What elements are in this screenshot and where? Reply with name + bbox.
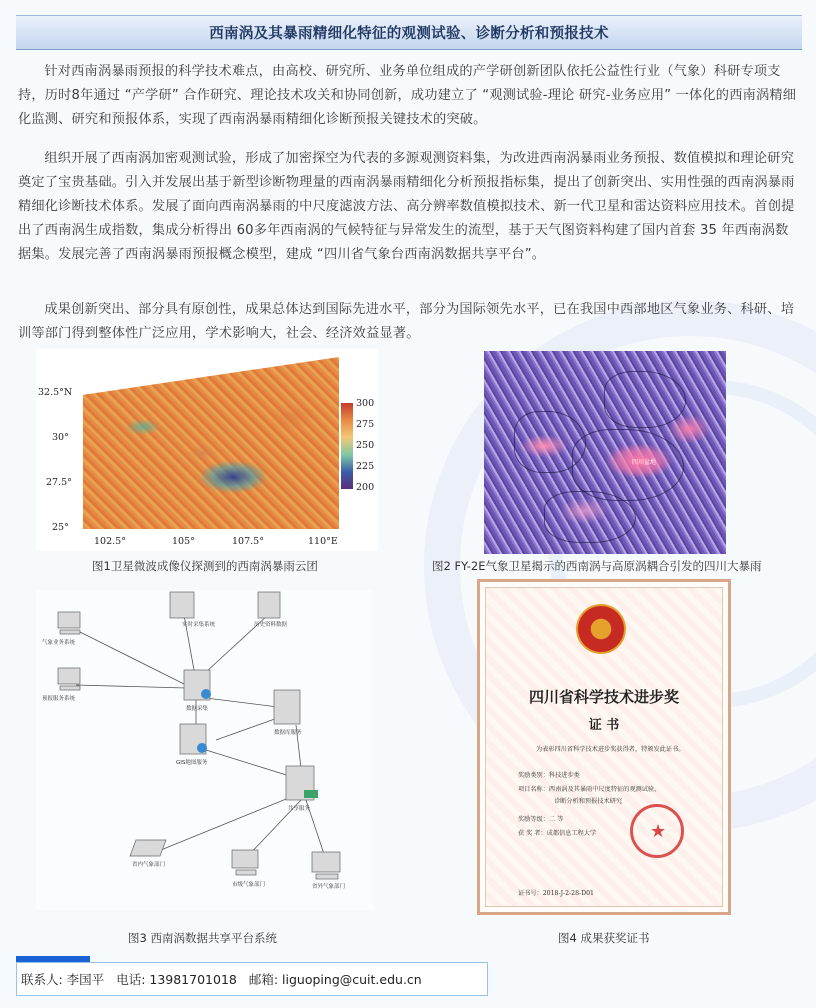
certificate-project-name-cont: 诊断分析和预报技术研究 — [554, 798, 623, 805]
x-tick-label: 110°E — [308, 536, 338, 547]
certificate-title: 四川省科学技术进步奖 — [528, 688, 679, 706]
x-tick-label: 107.5° — [232, 536, 264, 547]
certificate-intro: 为表彰四川省科学技术进步奖获得者，特颁发此证书。 — [536, 746, 685, 753]
certificate-subtitle: 证 书 — [588, 718, 620, 733]
figure-data-platform-diagram — [36, 590, 374, 910]
colorbar-tick-label: 275 — [356, 419, 375, 430]
y-tick-label: 30° — [52, 432, 69, 443]
national-emblem-icon — [576, 604, 626, 654]
region-label: 四川盆地 — [632, 459, 657, 466]
node-label: 数据库服务 — [274, 730, 302, 736]
microwave-cloud-map — [83, 357, 339, 529]
province-boundary — [544, 491, 636, 543]
figure-satellite-microwave — [36, 349, 378, 551]
certificate-project-name: 项目名称：西南涡及其暴雨中尺度特征的观测试验、 — [518, 786, 661, 793]
y-tick-label: 32.5°N — [38, 387, 73, 398]
node-label: GIS地图服务 — [176, 760, 208, 766]
colorbar — [341, 403, 353, 489]
network-diagram — [36, 590, 374, 910]
certificate-award-category: 奖励类别：科技进步类 — [518, 772, 580, 779]
colorbar-tick-label: 225 — [356, 461, 375, 472]
figure-4-caption: 图4 成果获奖证书 — [558, 931, 650, 945]
node-label: 市级气象部门 — [232, 882, 266, 888]
paragraph-achievement: 成果创新突出、部分具有原创性，成果总体达到国际先进水平，部分为国际领先水平，已在我国中西部地区气象业务、科研、培训等部门得到整体性广泛应用，学术影响大，社会、经济效益显著。 — [18, 302, 795, 341]
colorbar-tick-label: 200 — [356, 482, 375, 493]
node-label: 实时采集系统 — [182, 622, 216, 628]
colorbar-tick-label: 250 — [356, 440, 375, 451]
certificate-award-level: 奖励等级：二 等 — [518, 816, 564, 823]
node-label: 数据采集 — [186, 706, 209, 712]
certificate-winner: 获 奖 者：成都信息工程大学 — [518, 830, 597, 837]
colorbar-tick-label: 300 — [356, 398, 375, 409]
figure-2-caption: 图2 FY-2E气象卫星揭示的西南涡与高原涡耦合引发的四川大暴雨 — [432, 559, 762, 573]
page-title: 西南涡及其暴雨精细化特征的观测试验、诊断分析和预报技术 — [209, 26, 609, 42]
contact-bar — [16, 962, 488, 996]
contact-email[interactable]: 邮箱: liguoping@cuit.edu.cn — [248, 972, 422, 987]
contact-person: 联系人: 李国平 — [21, 972, 105, 987]
paragraph-work: 组织开展了西南涡加密观测试验，形成了加密探空为代表的多源观测资料集，为改进西南涡暴雨业务预报、数值模拟和理论研究奠定了宝贵基础。引入并发展出基于新型诊断物理量的西南涡暴雨精细化分析预报指标集，提出了创新突出、实用性强的西南涡暴雨精细化诊断技术体系。发展了面向西南涡暴雨的中尺度滤波方法、高分辨率数值模拟技术、新一代卫星和雷达资料应用技术。首创提出了西南涡生成指数，集成分析得出 60多年西南涡的气候特征与异常发生的流型，基于天气图资料构建了国内首套 35 年西南涡数据集。发展完善了西南涡暴雨预报概念模型，建成 “四川省气象台西南涡数据共享平台”。 — [18, 151, 795, 262]
x-tick-label: 105° — [172, 536, 195, 547]
contact-phone: 电话: 13981701018 — [116, 972, 237, 987]
x-tick-label: 102.5° — [94, 536, 126, 547]
paragraph-intro: 针对西南涡暴雨预报的科学技术难点，由高校、研究所、业务单位组成的产学研创新团队依托公益性行业（气象）科研专项支持，历时8年通过 “产学研” 合作研究、理论技术攻关和协同创新，成功建立了 “观测试验-理论 研究-业务应用” 一体化的西南涡精细化监测、研究和预报体系，实现了西南涡暴雨精细化诊断预报关键技术的突破。 — [18, 64, 797, 127]
page-title-bar — [16, 15, 802, 50]
official-seal-icon: ★ — [630, 804, 684, 858]
figure-3-caption: 图3 西南涡数据共享平台系统 — [128, 931, 277, 945]
node-label: 历史资料数据 — [254, 622, 288, 628]
figure-1-caption: 图1卫星微波成像仪探测到的西南涡暴雨云团 — [92, 559, 318, 573]
y-tick-label: 27.5° — [46, 477, 72, 488]
node-label: 省内气象部门 — [132, 862, 166, 868]
node-label: 预报服务系统 — [42, 696, 76, 702]
figure-fy2e-satellite — [484, 351, 726, 554]
certificate-number: 证书号：2018-J-2-28-D01 — [518, 890, 594, 897]
node-label: 气象业务系统 — [42, 640, 76, 646]
node-label: 省外气象部门 — [312, 884, 346, 890]
node-label: 共享服务 — [288, 806, 311, 812]
y-tick-label: 25° — [52, 522, 69, 533]
figure-award-certificate — [477, 579, 731, 915]
province-boundary — [604, 371, 686, 428]
province-boundary — [514, 411, 586, 473]
